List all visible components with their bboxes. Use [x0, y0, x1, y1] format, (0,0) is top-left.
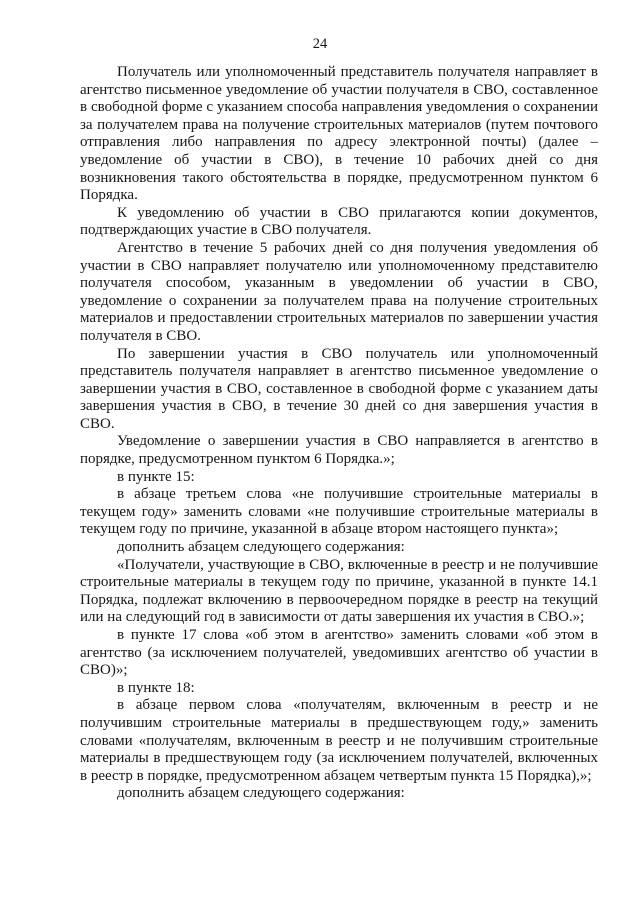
body-text	[80, 64, 598, 803]
paragraph-agency-response: Агентство в течение 5 рабочих дней со дня получения уведомления об участии в СВО направляет получателю или уполномоченному представителю получателя способом, указанным в уведомлении об участии в СВО, уведомление о сохранении за получателем права на получение строительных материалов и предоставлении строительных материалов по завершении участия получателя в СВО.	[80, 239, 598, 344]
paragraph-attached-documents: К уведомлению об участии в СВО прилагаются копии документов, подтверждающих участие в СВО получателя.	[80, 204, 598, 239]
paragraph-item-17: в пункте 17 слова «об этом в агентство» заменить словами «об этом в агентство (за исключением получателей, уведомивших агентство об участии в СВО)»;	[80, 627, 598, 679]
paragraph-item-15-third: в абзаце третьем слова «не получившие строительные материалы в текущем году» заменить словами «не получившие строительные материалы в текущем году по причине, указанной в абзаце втором настоящего пункта»;	[80, 486, 598, 538]
paragraph-item-18-first: в абзаце первом слова «получателям, включенным в реестр и не получившим строительные материалы в предшествующем году,» заменить словами «получателям, включенным в реестр и не получившим строительные материалы в предшествующем году (за исключением получателей, включенных в реестр в порядке, предусмотренном абзацем четвертым пункта 15 Порядка),»;	[80, 697, 598, 784]
paragraph-add-clause-final: дополнить абзацем следующего содержания:	[117, 785, 405, 802]
paragraph-add-clause: дополнить абзацем следующего содержания:	[117, 539, 405, 556]
paragraph-item-15-heading: в пункте 15:	[117, 468, 195, 485]
paragraph-completion-notice: По завершении участия в СВО получатель или уполномоченный представитель получателя направляет в агентство письменное уведомление о завершении участия в СВО, составленное в свободной форме с указанием даты завершения участия в СВО, в течение 30 дней со дня завершения участия в СВО.	[80, 345, 598, 432]
paragraph-new-clause-text: «Получатели, участвующие в СВО, включенные в реестр и не получившие строительные материалы в текущем году по причине, указанной в пункте 14.1 Порядка, подлежат включению в первоочередном порядке в реестр на текущий или на следующий год в зависимости от даты завершения их участия в СВО.»;	[80, 556, 598, 626]
paragraph-notification-participation: Получатель или уполномоченный представитель получателя направляет в агентство письменное уведомление об участии получателя в СВО, составленное в свободной форме с указанием способа направления уведомления о сохранении за получателем права на получение строительных материалов (путем почтового отправления либо направления по адресу электронной почты) (далее – уведомление об участии в СВО), в течение 10 рабочих дней со дня возникновения такого обстоятельства в порядке, предусмотренном пунктом 6 Порядка.	[80, 64, 598, 204]
paragraph-completion-delivery: Уведомление о завершении участия в СВО направляется в агентство в порядке, предусмотренном пунктом 6 Порядка.»;	[80, 433, 598, 468]
paragraph-item-18-heading: в пункте 18:	[117, 679, 195, 696]
page-number: 24	[312, 36, 328, 52]
